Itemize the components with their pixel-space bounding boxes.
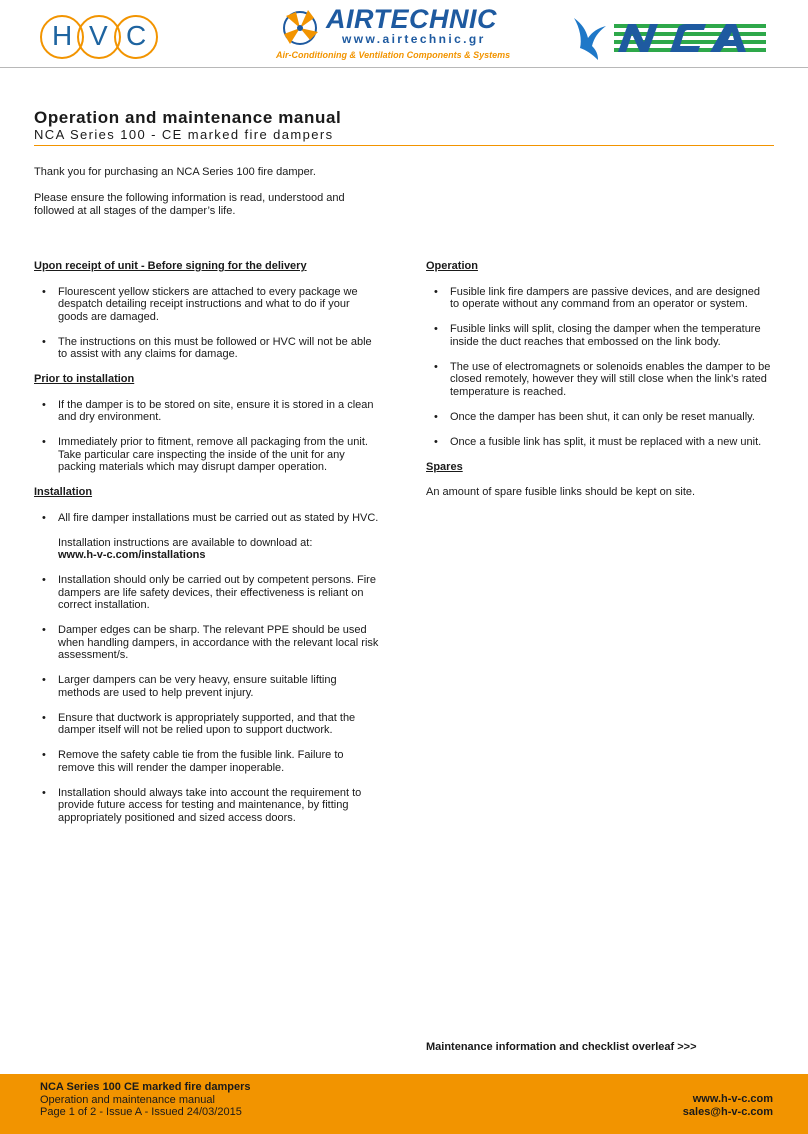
list-item [426, 436, 771, 449]
list-item [34, 336, 379, 361]
footer-email-link[interactable]: sales@h-v-c.com [682, 1105, 773, 1118]
title-divider [34, 145, 774, 146]
nca-bird-icon [568, 14, 612, 62]
installation-list [34, 512, 379, 825]
section-heading-receipt: Upon receipt of unit - Before signing for the delivery [34, 260, 307, 272]
list-item [34, 286, 379, 324]
bullet-glyph: • [42, 711, 46, 724]
list-item-text: Fusible link fire dampers are passive devices, and are designed to operate without any command from an operator or system. [450, 285, 760, 310]
bullet-glyph: • [42, 674, 46, 686]
footer-page-issue: Page 1 of 2 - Issue A - Issued 24/03/2015 [40, 1106, 242, 1118]
section-heading-prior: Prior to installation [34, 373, 135, 385]
document-title: Operation and maintenance manual [34, 108, 342, 127]
hvc-logo-letter-v: V [89, 20, 108, 51]
intro-paragraph-ensure: Please ensure the following information is read, understood and followed at all stages of the damper’s life. [34, 192, 345, 217]
list-item-text: Remove the safety cable tie from the fusible link. Failure to remove this will render the damper inoperable. [58, 749, 344, 774]
bullet-glyph: • [434, 323, 438, 335]
list-item [34, 674, 379, 699]
list-item-text: Fusible links will split, closing the damper when the temperature inside the duct reaches that embossed on the link body. [450, 323, 761, 348]
list-item [426, 361, 771, 399]
list-item [34, 787, 379, 825]
nca-logo [568, 14, 768, 62]
footer-document-type: Operation and maintenance manual [40, 1093, 215, 1106]
list-item [426, 286, 771, 311]
footer-contact [683, 1093, 773, 1118]
list-item-text: Ensure that ductwork is appropriately supported, and that the damper itself will not be relied upon to support ductwork. [58, 711, 356, 736]
list-item-text: Once a fusible link has split, it must be replaced with a new unit. [450, 435, 762, 448]
bullet-glyph: • [42, 398, 46, 411]
installation-download-link[interactable]: www.h-v-c.com/installations [58, 549, 206, 561]
list-item-text: The use of electromagnets or solenoids enables the damper to be closed remotely, however they will still close when the link’s rated temperature is reached. [450, 360, 771, 398]
bullet-glyph: • [42, 786, 46, 799]
left-column [34, 260, 379, 837]
bullet-glyph: • [42, 436, 46, 448]
nca-wordmark [614, 24, 766, 54]
document-subtitle: NCA Series 100 - CE marked fire dampers [34, 127, 334, 142]
airtechnic-brand-name: AIRTECHNIC [326, 4, 498, 34]
hvc-logo-letter-c: C [126, 20, 147, 51]
airtechnic-fan-icon [278, 4, 326, 48]
list-item [34, 399, 379, 424]
list-item [34, 436, 379, 474]
footer-document-info [40, 1081, 251, 1119]
hvc-logo [40, 15, 158, 63]
section-heading-installation: Installation [34, 486, 93, 498]
list-item-text: Flourescent yellow stickers are attached to every package we despatch detailing receipt instructions and what to do if your goods are damaged. [58, 285, 358, 323]
spares-text: An amount of spare fusible links should be kept on site. [426, 486, 696, 498]
intro-section [34, 166, 374, 231]
bullet-glyph: • [42, 511, 46, 524]
list-item [34, 624, 379, 662]
airtechnic-tagline: Air-Conditioning & Ventilation Components & Systems [276, 50, 511, 60]
hvc-logo-letter-h: H [52, 20, 73, 51]
list-item [34, 712, 379, 737]
list-item [426, 411, 771, 424]
bullet-glyph: • [42, 574, 46, 586]
list-item-text: Larger dampers can be very heavy, ensure suitable lifting methods are used to help prevent injury. [58, 674, 337, 699]
overleaf-note: Maintenance information and checklist overleaf >>> [426, 1041, 697, 1053]
airtechnic-url: www.airtechnic.gr [342, 32, 486, 46]
prior-list [34, 399, 379, 474]
footer-product-name: NCA Series 100 CE marked fire dampers [40, 1081, 251, 1093]
list-item-text: Immediately prior to fitment, remove all packaging from the unit. Take particular care inspecting the inside of the unit for any packing materials which may disrupt damper operation. [58, 436, 368, 473]
list-item-text: Installation should only be carried out by competent persons. Fire dampers are life safety devices, their effectiveness is reliant on correct installation. [58, 574, 376, 611]
list-item-text: Installation should always take into account the requirement to provide future access for testing and maintenance, by fitting appropriately positioned and sized access doors. [58, 786, 362, 824]
installation-download-note: Installation instructions are available to download at: [58, 536, 313, 549]
bullet-glyph: • [42, 285, 46, 298]
right-column [426, 260, 771, 511]
operation-list [426, 286, 771, 449]
section-heading-spares: Spares [426, 460, 463, 473]
list-item [34, 512, 379, 562]
list-item-text: Once the damper has been shut, it can only be reset manually. [450, 410, 755, 423]
bullet-glyph: • [42, 335, 46, 348]
footer-website-link[interactable]: www.h-v-c.com [692, 1093, 773, 1105]
list-item-text: If the damper is to be stored on site, ensure it is stored in a clean and dry environment. [58, 398, 374, 423]
bullet-glyph: • [434, 410, 438, 423]
list-item [426, 323, 771, 348]
airtechnic-logo [272, 2, 512, 64]
bullet-glyph: • [434, 360, 438, 373]
list-item [34, 749, 379, 774]
list-item-text: Damper edges can be sharp. The relevant PPE should be used when handling dampers, in accordance with the relevant local risk assessment/s. [58, 624, 379, 661]
bullet-glyph: • [434, 435, 438, 448]
page-footer [0, 1074, 808, 1134]
receipt-list [34, 286, 379, 361]
bullet-glyph: • [42, 749, 46, 761]
intro-paragraph-thanks: Thank you for purchasing an NCA Series 100 fire damper. [34, 166, 316, 178]
list-item-text: All fire damper installations must be carried out as stated by HVC. [58, 511, 379, 524]
bullet-glyph: • [434, 285, 438, 298]
bullet-glyph: • [42, 624, 46, 636]
list-item [34, 574, 379, 612]
header-divider [0, 67, 808, 68]
list-item-text: The instructions on this must be followed or HVC will not be able to assist with any claims for damage. [58, 335, 372, 360]
section-heading-operation: Operation [426, 260, 478, 272]
